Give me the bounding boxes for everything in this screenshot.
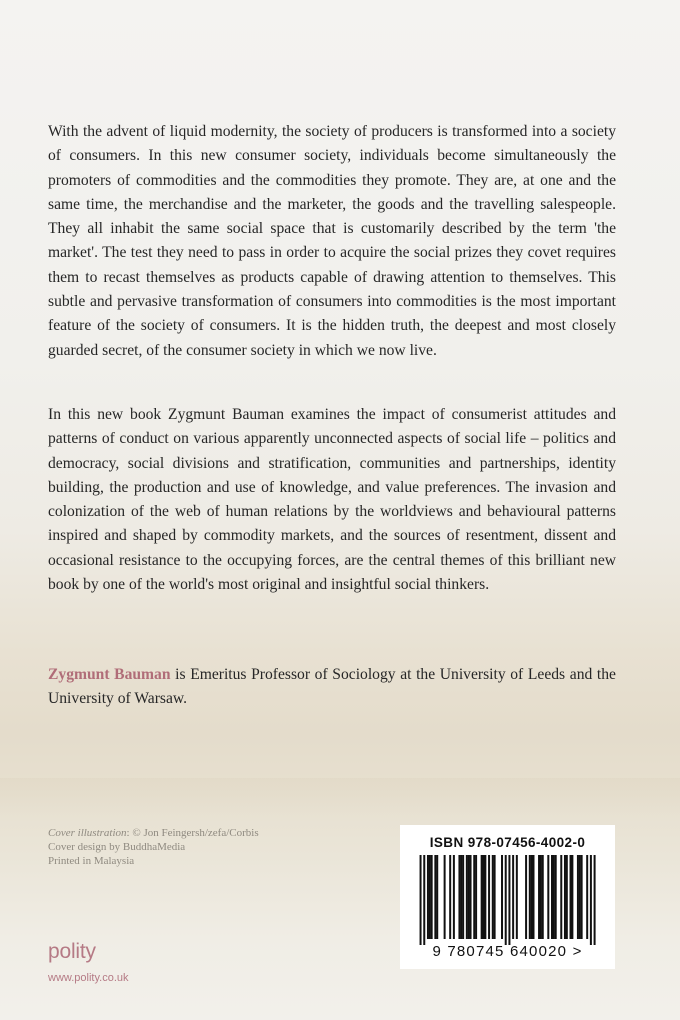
barcode-bar (516, 855, 518, 939)
barcode-bar (481, 855, 483, 939)
barcode-bar (542, 855, 544, 939)
barcode-bar (529, 855, 531, 939)
barcode-icon (414, 855, 601, 945)
barcode-bar (540, 855, 542, 939)
barcode-bar (590, 855, 592, 945)
barcode-bar (525, 855, 527, 939)
barcode-bar (531, 855, 533, 939)
barcode-bar (458, 855, 460, 939)
barcode-bar (492, 855, 494, 939)
barcode-bar (594, 855, 596, 945)
barcode-bar (423, 855, 425, 945)
barcode-bar (449, 855, 451, 939)
author-name: Zygmunt Bauman (48, 666, 171, 683)
barcode-bar (577, 855, 579, 939)
cover-design-credit: Cover design by BuddhaMedia (48, 841, 186, 854)
barcode-bar (420, 855, 422, 945)
barcode-bar (436, 855, 438, 939)
barcode-bar (460, 855, 462, 939)
cover-illustration-value: : © Jon Feingersh/zefa/Corbis (126, 827, 259, 839)
barcode-bar (431, 855, 433, 939)
cover-illustration-credit (48, 826, 368, 840)
barcode-bar (501, 855, 503, 939)
barcode-bar (483, 855, 485, 939)
barcode-panel (400, 825, 615, 969)
barcode-bar (586, 855, 588, 939)
cover-credits (48, 826, 368, 869)
barcode-bar (547, 855, 549, 939)
publisher-url[interactable]: www.polity.co.uk (48, 972, 129, 984)
barcode-bar (555, 855, 557, 939)
blurb-paragraph-2: In this new book Zygmunt Bauman examines the impact of consumerist attitudes and patterns of conduct on various apparently unconnected aspects of social life – politics and democracy, social divisions and stratification, communities and partnerships, identity building, the production and use of knowledge, and value preferences. The invasion and colonization of the web of human relations by the worldviews and behavioural patterns inspired and shaped by commodity markets, and the sources of resentment, dissent and occasional resistance to the occupying forces, are the central themes of this brilliant new book by one of the world's most original and insightful social thinkers. (48, 406, 616, 594)
barcode-bar (570, 855, 572, 939)
barcode-bar (564, 855, 566, 939)
barcode-bar (508, 855, 510, 945)
barcode-bar (581, 855, 583, 939)
isbn-label: ISBN 978-07456-4002-0 (429, 835, 586, 850)
barcode-bar (473, 855, 475, 939)
publisher-logo: polity (48, 940, 96, 963)
barcode-bar (444, 855, 446, 939)
barcode-bar (462, 855, 464, 939)
cover-illustration-label: Cover illustration (48, 827, 127, 839)
ean-digits: 9 780745 640020 > (432, 943, 583, 960)
barcode-bar (512, 855, 514, 939)
barcode-bar (429, 855, 431, 939)
barcode-bar (475, 855, 477, 939)
barcode-bar (453, 855, 455, 939)
barcode-bar (468, 855, 470, 939)
barcode-bar (494, 855, 496, 939)
barcode-bar (466, 855, 468, 939)
barcode-bar (505, 855, 507, 945)
author-bio (48, 663, 616, 712)
barcode-bar (434, 855, 436, 939)
barcode-bar (427, 855, 429, 939)
barcode-bar (488, 855, 490, 939)
barcode-bar (470, 855, 472, 939)
author-bio-text: is Emeritus Professor of Sociology at the University of Leeds and the University of Warsaw. (48, 666, 616, 708)
blurb-paragraph-1: With the advent of liquid modernity, the society of producers is transformed into a society of consumers. In this new consumer society, individuals become simultaneously the promoters of commodities and the commodities they promote. They are, at one and the same time, the merchandise and the marketer, the goods and the travelling salespeople. They all inhabit the same social space that is customarily described by the term 'the market'. The test they need to pass in order to acquire the social prizes they covet requires them to recast themselves as products capable of drawing attention to themselves. This subtle and pervasive transformation of consumers into commodities is the most important feature of the society of consumers. It is the hidden truth, the deepest and most closely guarded secret, of the consumer society in which we now live. (48, 123, 616, 359)
background-horizon (0, 778, 680, 818)
barcode-bar (560, 855, 562, 939)
barcode-bar (551, 855, 553, 939)
barcode-bar (571, 855, 573, 939)
barcode-bar (538, 855, 540, 939)
barcode-bar (484, 855, 486, 939)
barcode-bar (533, 855, 535, 939)
barcode-bar (579, 855, 581, 939)
barcode-bar (566, 855, 568, 939)
barcode-bar (553, 855, 555, 939)
printed-in-credit: Printed in Malaysia (48, 855, 135, 868)
